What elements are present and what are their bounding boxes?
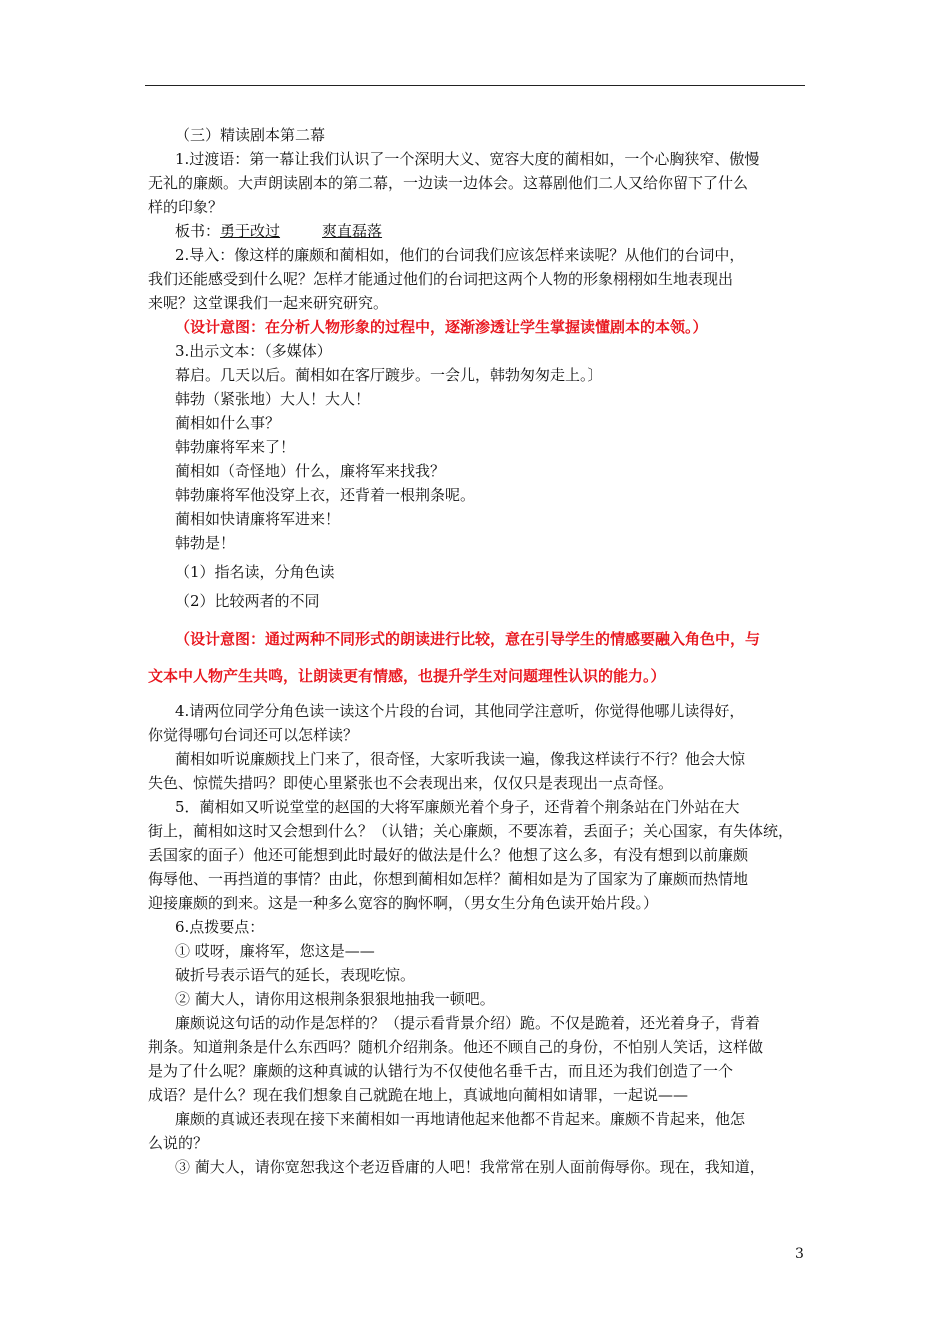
paragraph-line: 1.过渡语：第一幕让我们认识了一个深明大义、宽容大度的蔺相如，一个心胸狭窄、傲慢 (175, 150, 760, 168)
board-term-2: 爽直磊落 (322, 222, 383, 240)
board-term-1: 勇于改过 (220, 222, 281, 240)
script-line: 韩勃廉将军来了！ (175, 438, 296, 456)
paragraph-line: 无礼的廉颇。大声朗读剧本的第二幕，一边读一边体会。这幕剧他们二人又给你留下了什么 (148, 174, 749, 192)
design-intent-note: （设计意图：在分析人物形象的过程中，逐渐渗透让学生掌握读懂剧本的本领。） (175, 318, 708, 336)
header-rule (145, 85, 805, 86)
paragraph-line: 侮辱他、一再挡道的事情？由此，你想到蔺相如怎样？蔺相如是为了国家为了廉颇而热情地 (148, 870, 749, 888)
paragraph-line: 丢国家的面子）他还可能想到此时最好的做法是什么？他想了这么多，有没有想到以前廉颇 (148, 846, 749, 864)
page-number: 3 (795, 1246, 804, 1262)
paragraph-line: 破折号表示语气的延长，表现吃惊。 (175, 966, 416, 984)
paragraph-line: 廉颇说这句话的动作是怎样的？（提示看背景介绍）跪。不仅是跪着，还光着身子，背着 (175, 1014, 761, 1032)
paragraph-line: 4.请两位同学分角色读一读这个片段的台词，其他同学注意听，你觉得他哪儿读得好， (175, 702, 745, 720)
list-item: （1）指名读，分角色读 (175, 563, 335, 581)
paragraph-line: 2.导入：像这样的廉颇和蔺相如，他们的台词我们应该怎样来读呢？从他们的台词中， (175, 246, 745, 264)
script-line: 蔺相如（奇怪地）什么，廉将军来找我？ (175, 462, 446, 480)
script-line: 韩勃（紧张地）大人！大人！ (175, 390, 371, 408)
paragraph-line: 3.出示文本：（多媒体） (175, 342, 332, 360)
paragraph-line: 样的印象？ (148, 198, 224, 216)
list-item: （2）比较两者的不同 (175, 592, 320, 610)
paragraph-line: 是为了什么呢？廉颇的这种真诚的认错行为不仅使他名垂千古，而且还为我们创造了一个 (148, 1062, 734, 1080)
script-line: 韩勃廉将军他没穿上衣，还背着一根荆条呢。 (175, 486, 476, 504)
paragraph-line: 失色、惊慌失措吗？即使心里紧张也不会表现出来，仅仅只是表现出一点奇怪。 (148, 774, 674, 792)
paragraph-line: 6.点拨要点： (175, 918, 265, 936)
document-body (148, 123, 808, 1179)
paragraph-line: ② 蔺大人，请你用这根荆条狠狠地抽我一顿吧。 (175, 990, 495, 1008)
board-notes (148, 219, 808, 243)
script-line: 韩勃是！ (175, 534, 236, 552)
paragraph-line: 么说的？ (148, 1134, 209, 1152)
script-line: 幕启。几天以后。蔺相如在客厅踱步。一会儿，韩勃匆匆走上。〕 (175, 366, 603, 384)
paragraph-line: 蔺相如听说廉颇找上门来了，很奇怪，大家听我读一遍，像我这样读行不行？他会大惊 (175, 750, 746, 768)
paragraph-line: 来呢？这堂课我们一起来研究研究。 (148, 294, 389, 312)
paragraph-line: 你觉得哪句台词还可以怎样读？ (148, 726, 359, 744)
paragraph-line: 迎接廉颇的到来。这是一种多么宽容的胸怀啊，（男女生分角色读开始片段。） (148, 894, 659, 912)
paragraph-line: 廉颇的真诚还表现在接下来蔺相如一再地请他起来他都不肯起来。廉颇不肯起来，他怎 (175, 1110, 746, 1128)
section-heading: （三）精读剧本第二幕 (175, 126, 326, 144)
board-label: 板书： (175, 222, 221, 240)
paragraph-line: ① 哎呀，廉将军，您这是—— (175, 942, 375, 960)
script-line: 蔺相如什么事？ (175, 414, 281, 432)
paragraph-line: 荆条。知道荆条是什么东西吗？随机介绍荆条。他还不顾自己的身份，不怕别人笑话，这样做 (148, 1038, 764, 1056)
paragraph-line: 街上，蔺相如这时又会想到什么？（认错；关心廉颇，不要冻着，丢面子；关心国家，有失体统， (148, 822, 794, 840)
paragraph-line: 我们还能感受到什么呢？怎样才能通过他们的台词把这两个人物的形象栩栩如生地表现出 (148, 270, 734, 288)
design-intent-note: 文本中人物产生共鸣，让朗读更有情感，也提升学生对问题理性认识的能力。） (148, 667, 666, 685)
design-intent-note: （设计意图：通过两种不同形式的朗读进行比较，意在引导学生的情感要融入角色中，与 (175, 630, 761, 648)
script-line: 蔺相如快请廉将军进来！ (175, 510, 341, 528)
paragraph-line: 成语？是什么？现在我们想象自己就跪在地上，真诚地向蔺相如请罪，一起说—— (148, 1086, 689, 1104)
paragraph-line: ③ 蔺大人，请你宽恕我这个老迈昏庸的人吧！我常常在别人面前侮辱你。现在，我知道， (175, 1158, 765, 1176)
paragraph-line: 5．蔺相如又听说堂堂的赵国的大将军廉颇光着个身子，还背着个荆条站在门外站在大 (175, 798, 740, 816)
